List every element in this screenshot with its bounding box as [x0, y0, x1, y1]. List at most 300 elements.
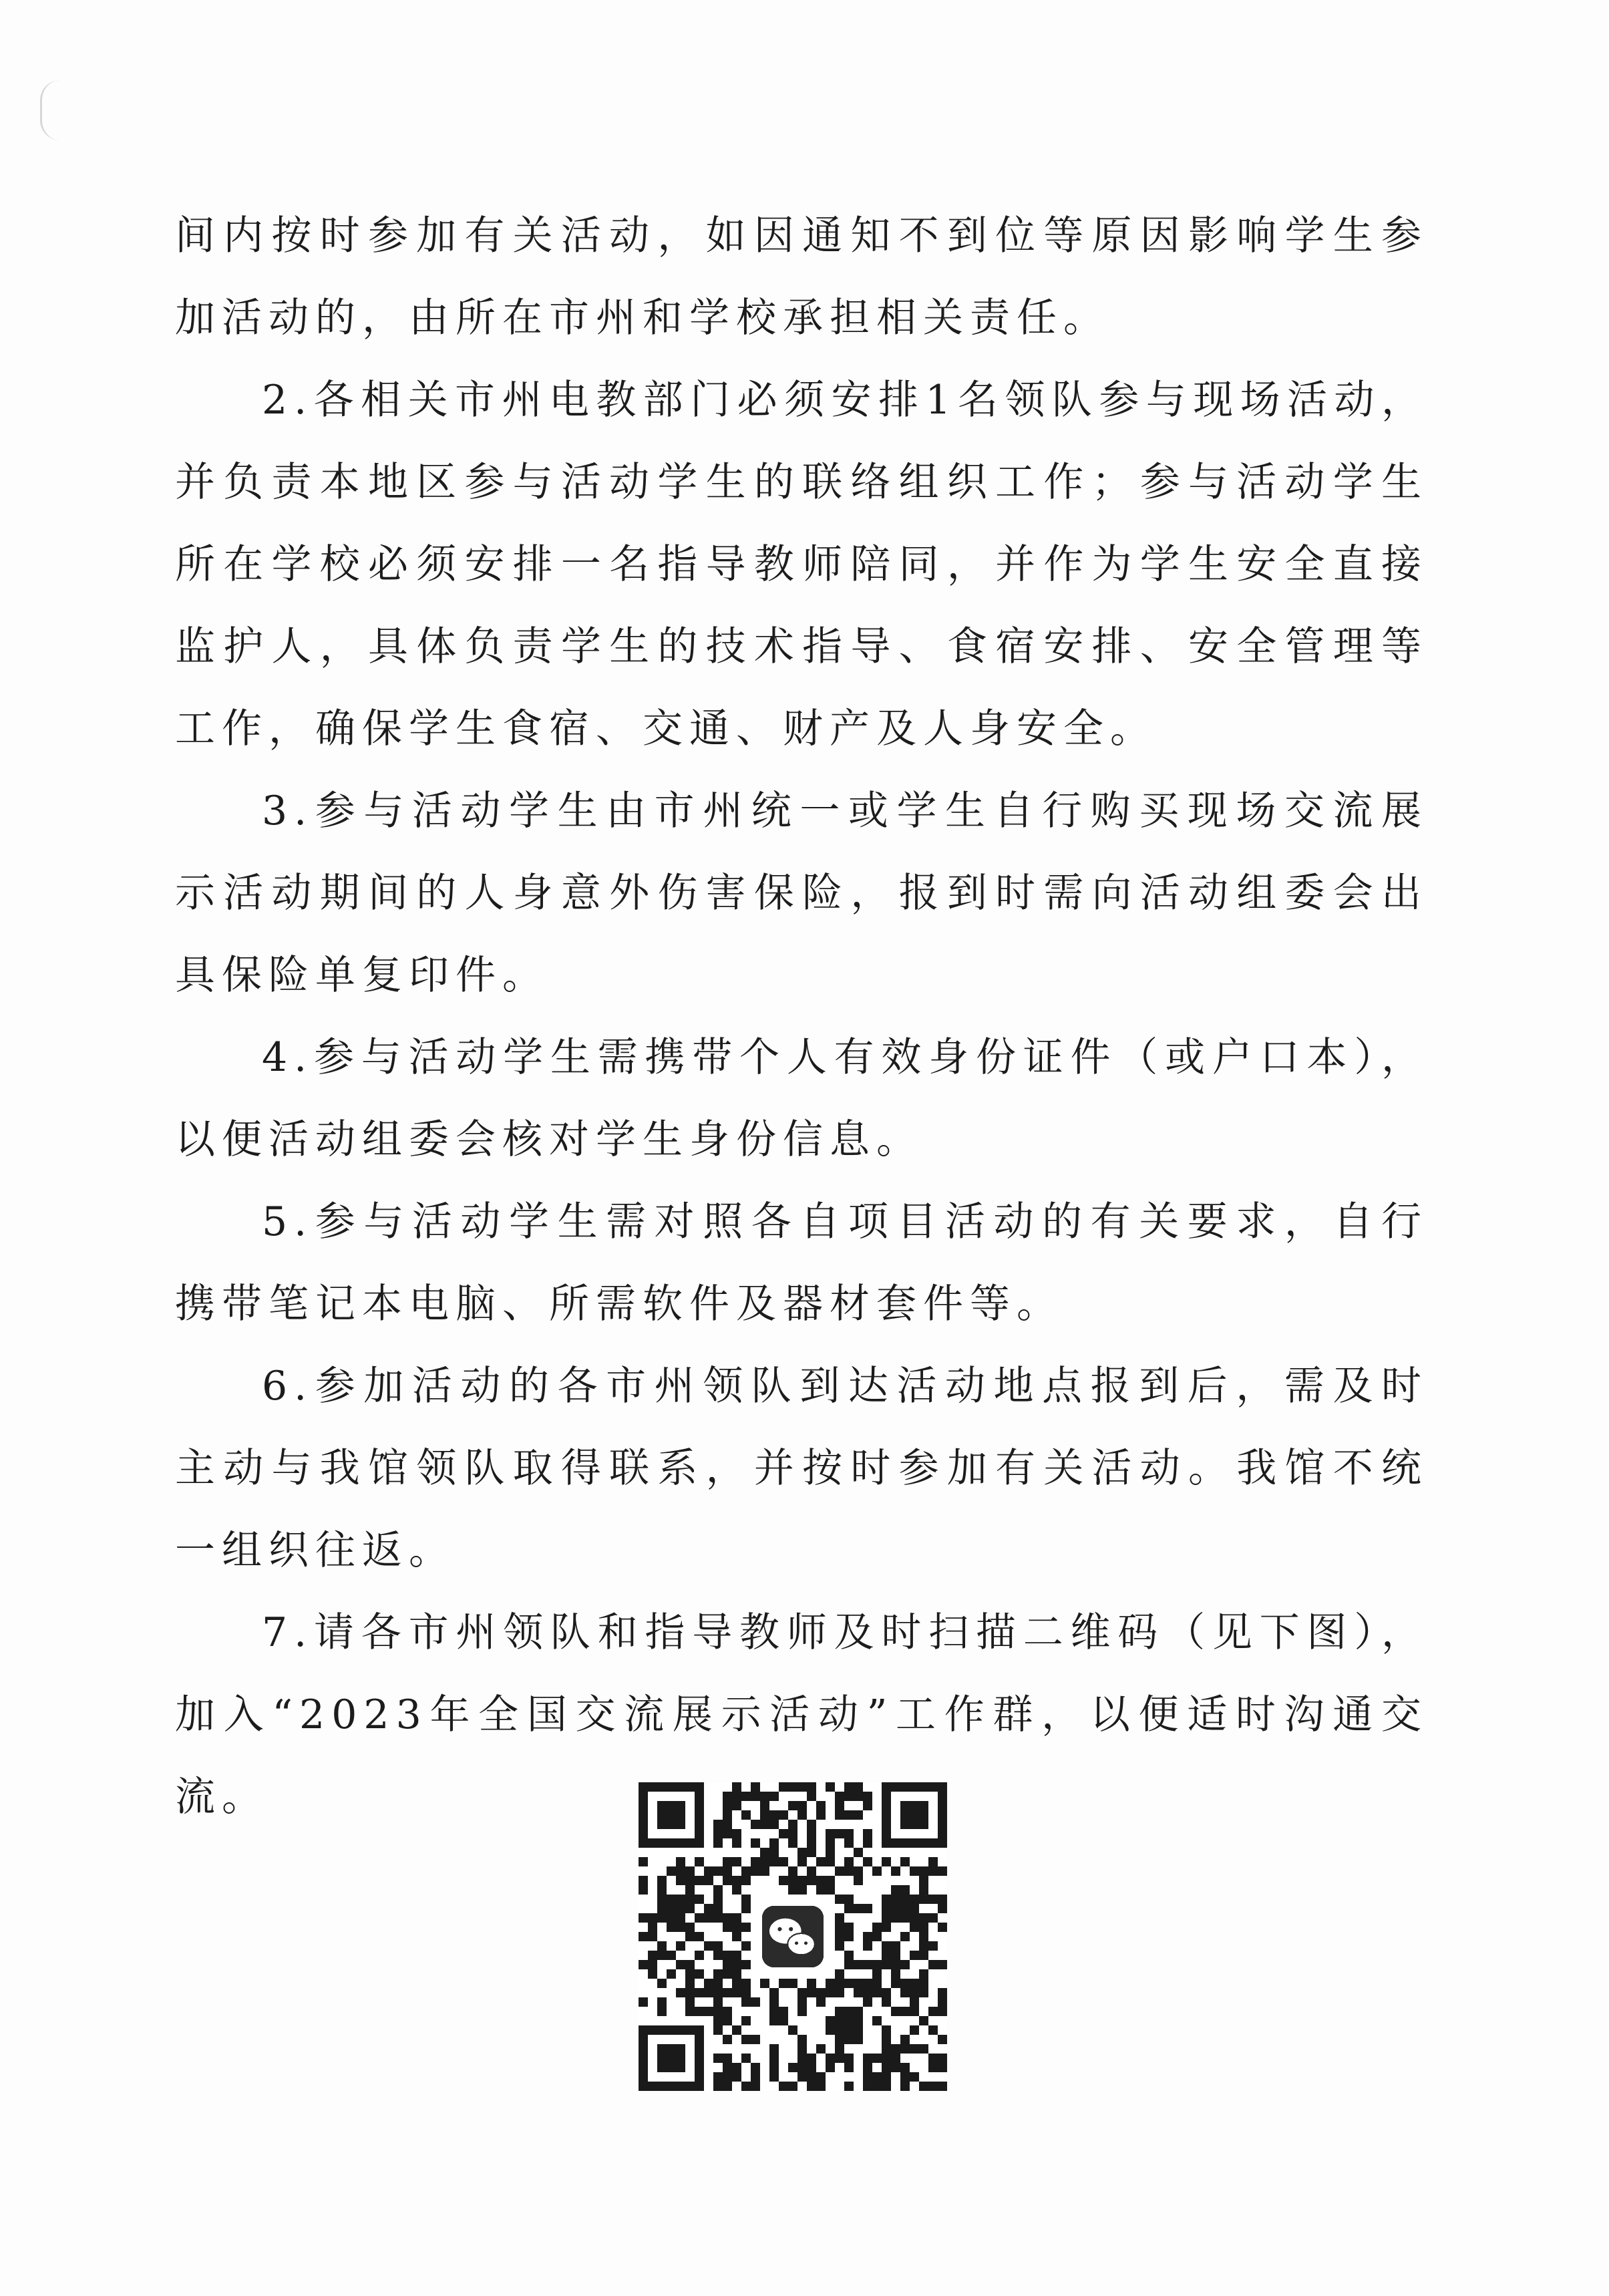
qr-module [713, 1997, 723, 2007]
qr-module [685, 1885, 695, 1895]
qr-module [882, 1904, 891, 1913]
qr-module [844, 2007, 854, 2016]
paragraph-item-7: 7.请各市州领队和指导教师及时扫描二维码（见下图），加入“2023年全国交流展示活动”工作群，以便适时沟通交流。 [175, 1609, 1428, 1820]
qr-module [751, 1820, 760, 1829]
qr-module [854, 1866, 863, 1876]
qr-module [835, 1979, 844, 1988]
qr-module [704, 1913, 713, 1923]
qr-module [826, 1885, 835, 1895]
qr-module [769, 1848, 779, 1857]
qr-module [639, 1857, 648, 1866]
qr-module [844, 1979, 854, 1988]
qr-module [713, 1895, 723, 1904]
qr-module [779, 2007, 788, 2016]
qr-module [723, 1820, 732, 1829]
qr-module [788, 1876, 797, 1885]
qr-module [657, 1876, 667, 1885]
qr-module [788, 1801, 797, 1810]
qr-module [900, 1904, 910, 1913]
qr-module [900, 1988, 910, 1997]
qr-module [713, 1838, 723, 1848]
qr-module [741, 1792, 751, 1801]
qr-module [928, 1913, 938, 1923]
qr-module [882, 2044, 891, 2054]
qr-module [826, 1857, 835, 1866]
qr-module [938, 1997, 947, 2007]
qr-module [732, 1923, 741, 1932]
qr-module [900, 1857, 910, 1866]
qr-module [863, 2072, 872, 2082]
qr-module [835, 1941, 844, 1951]
qr-module [835, 1932, 844, 1941]
qr-module [751, 1838, 760, 1848]
qr-module [854, 2025, 863, 2035]
qr-module [891, 1913, 900, 1923]
qr-module [788, 1829, 797, 1838]
qr-module [704, 1979, 713, 1988]
qr-module [797, 2035, 807, 2044]
qr-module [695, 1951, 704, 1960]
qr-module [807, 1866, 816, 1876]
qr-module [723, 1801, 732, 1810]
qr-module [732, 2025, 741, 2035]
qr-module [816, 1876, 826, 1885]
qr-module [723, 1829, 732, 1838]
qr-module [835, 2025, 844, 2035]
qr-module [797, 1810, 807, 1820]
qr-module [910, 1923, 919, 1932]
qr-module [863, 1838, 872, 1848]
qr-module [882, 2063, 891, 2072]
qr-module [844, 2054, 854, 2063]
qr-module [769, 1838, 779, 1848]
qr-module [938, 2082, 947, 2091]
qr-module [788, 1885, 797, 1895]
qr-module [732, 1885, 741, 1895]
paragraph-item-2: 2.各相关市州电教部门必须安排1名领队参与现场活动，并负责本地区参与活动学生的联络组织工作；参与活动学生所在学校必须安排一名指导教师陪同，并作为学生安全直接监护人，具体负责学生的技术指导、食宿安排、安全管理等工作，确保学生食宿、交通、财产及人身安全。 [175, 377, 1428, 752]
qr-module [657, 1904, 667, 1913]
qr-module [723, 1792, 732, 1801]
qr-module [695, 1895, 704, 1904]
qr-module [910, 1895, 919, 1904]
qr-code[interactable] [639, 1782, 947, 2091]
qr-module [844, 1960, 854, 1969]
qr-module [713, 1820, 723, 1829]
wechat-icon [756, 1900, 829, 1973]
qr-module [891, 1951, 900, 1960]
qr-module [676, 1941, 685, 1951]
qr-module [741, 2016, 751, 2025]
qr-module [928, 1866, 938, 1876]
qr-module [667, 1904, 676, 1913]
qr-module [713, 1904, 723, 1913]
qr-module [732, 2072, 741, 2082]
qr-module [844, 1792, 854, 1801]
qr-module [854, 1792, 863, 1801]
qr-module [760, 1810, 769, 1820]
qr-module [882, 1951, 891, 1960]
qr-module [695, 1913, 704, 1923]
qr-module [769, 1792, 779, 1801]
qr-module [807, 1876, 816, 1885]
qr-module [882, 1895, 891, 1904]
qr-module [676, 1876, 685, 1885]
qr-module [751, 1997, 760, 2007]
qr-module [826, 1829, 835, 1838]
qr-module [713, 2016, 723, 2025]
qr-module [854, 2007, 863, 2016]
qr-module [844, 1951, 854, 1960]
qr-module [732, 1829, 741, 1838]
qr-module [891, 1904, 900, 1913]
qr-module [928, 2054, 938, 2063]
qr-module [910, 1951, 919, 1960]
qr-module [854, 2035, 863, 2044]
qr-module [639, 1885, 648, 1895]
qr-module [882, 1997, 891, 2007]
qr-module [938, 2063, 947, 2072]
qr-module [751, 2035, 760, 2044]
qr-module [928, 2063, 938, 2072]
qr-module [938, 1866, 947, 1876]
qr-module [807, 2063, 816, 2072]
qr-module [854, 1960, 863, 1969]
qr-module [928, 1960, 938, 1969]
qr-module [844, 1857, 854, 1866]
qr-module [667, 1969, 676, 1979]
qr-module [844, 2025, 854, 2035]
qr-module [723, 2054, 732, 2063]
qr-module [863, 2063, 872, 2072]
qr-module [826, 1979, 835, 1988]
qr-module [938, 2035, 947, 2044]
qr-module [835, 1923, 844, 1932]
qr-module [844, 1838, 854, 1848]
qr-module [676, 1988, 685, 1997]
qr-module [788, 1866, 797, 1876]
qr-module [723, 1960, 732, 1969]
qr-module [891, 1941, 900, 1951]
qr-module [704, 1904, 713, 1913]
qr-module [657, 1895, 667, 1904]
qr-module [723, 2007, 732, 2016]
qr-module [704, 1941, 713, 1951]
qr-module [741, 1997, 751, 2007]
qr-module [826, 1876, 835, 1885]
qr-module [685, 1988, 695, 1997]
qr-module [863, 1979, 872, 1988]
qr-module [835, 1913, 844, 1923]
qr-module [844, 1932, 854, 1941]
qr-module [854, 1782, 863, 1792]
qr-module [863, 1960, 872, 1969]
qr-module [910, 2072, 919, 2082]
qr-module [938, 1895, 947, 1904]
qr-module [863, 1857, 872, 1866]
qr-module [928, 1895, 938, 1904]
qr-module [788, 1979, 797, 1988]
qr-module [713, 2025, 723, 2035]
qr-module [891, 1895, 900, 1904]
qr-module [872, 2072, 882, 2082]
qr-module [807, 1792, 816, 1801]
qr-module [807, 2054, 816, 2063]
qr-module [695, 1969, 704, 1979]
qr-module [854, 2016, 863, 2025]
qr-module [872, 2016, 882, 2025]
scan-artifact [40, 80, 69, 140]
qr-module [835, 2054, 844, 2063]
qr-module [900, 1895, 910, 1904]
qr-module [779, 1810, 788, 1820]
qr-module [639, 1913, 648, 1923]
qr-module [723, 2016, 732, 2025]
qr-module [769, 1820, 779, 1829]
qr-module [723, 1969, 732, 1979]
qr-module [732, 1913, 741, 1923]
qr-module [910, 1866, 919, 1876]
qr-module [835, 2035, 844, 2044]
qr-module [741, 2035, 751, 2044]
qr-module [816, 1885, 826, 1895]
qr-module [657, 1979, 667, 1988]
qr-module [769, 2007, 779, 2016]
qr-module [639, 1932, 648, 1941]
qr-module [882, 2072, 891, 2082]
qr-module [854, 1876, 863, 1885]
qr-module [760, 1979, 769, 1988]
qr-module [639, 1997, 648, 2007]
qr-module [667, 1895, 676, 1904]
qr-module [676, 1923, 685, 1932]
qr-module [760, 1857, 769, 1866]
qr-module [863, 1997, 872, 2007]
qr-module [816, 2044, 826, 2054]
qr-module [779, 1857, 788, 1866]
qr-module [760, 1866, 769, 1876]
document-body [175, 195, 1428, 1838]
qr-module [872, 1932, 882, 1941]
qr-module [797, 2063, 807, 2072]
qr-module [872, 2054, 882, 2063]
qr-module [844, 1904, 854, 1913]
qr-module [713, 1979, 723, 1988]
qr-module [713, 2082, 723, 2091]
qr-module [648, 1951, 657, 1960]
qr-module [769, 2054, 779, 2063]
qr-module [723, 1810, 732, 1820]
qr-module [919, 1866, 928, 1876]
qr-module [667, 1913, 676, 1923]
qr-module [844, 1829, 854, 1838]
qr-module [844, 2063, 854, 2072]
qr-module [769, 2044, 779, 2054]
qr-module [872, 1923, 882, 1932]
qr-module [797, 1988, 807, 1997]
qr-module [882, 1857, 891, 1866]
qr-module [788, 1820, 797, 1829]
qr-module [900, 2072, 910, 2082]
qr-module [872, 1979, 882, 1988]
qr-module [910, 2044, 919, 2054]
qr-module [732, 1792, 741, 1801]
qr-module [676, 1913, 685, 1923]
qr-module [713, 1913, 723, 1923]
qr-module [657, 1941, 667, 1951]
qr-module [685, 1960, 695, 1969]
qr-module [723, 1876, 732, 1885]
qr-module [807, 1820, 816, 1829]
qr-module [639, 1876, 648, 1885]
qr-module [900, 1913, 910, 1923]
qr-module [882, 2025, 891, 2035]
qr-module [704, 1876, 713, 1885]
qr-module [891, 1979, 900, 1988]
qr-module [685, 1969, 695, 1979]
qr-module [900, 1885, 910, 1895]
qr-module [732, 1838, 741, 1848]
paragraph-item-5: 5.参与活动学生需对照各自项目活动的有关要求，自行携带笔记本电脑、所需软件及器材套件等。 [175, 1198, 1428, 1327]
qr-module [751, 2063, 760, 2072]
qr-module [713, 2007, 723, 2016]
qr-module [676, 1857, 685, 1866]
qr-module [882, 2082, 891, 2091]
qr-module [919, 1941, 928, 1951]
qr-module [826, 1848, 835, 1857]
qr-module [807, 1829, 816, 1838]
qr-module [891, 2063, 900, 2072]
qr-module [676, 1960, 685, 1969]
qr-module [797, 2007, 807, 2016]
qr-module [797, 1885, 807, 1895]
qr-module [910, 2025, 919, 2035]
qr-module [928, 1857, 938, 1866]
qr-module [854, 1988, 863, 1997]
qr-module [648, 1932, 657, 1941]
qr-module [835, 2007, 844, 2016]
qr-module [891, 1885, 900, 1895]
qr-module [797, 1782, 807, 1792]
qr-module [732, 1932, 741, 1941]
qr-module [826, 2016, 835, 2025]
qr-module [882, 2035, 891, 2044]
qr-module [854, 1904, 863, 1913]
qr-module [741, 1979, 751, 1988]
qr-module [741, 1904, 751, 1913]
qr-module [713, 1866, 723, 1876]
qr-module [685, 1979, 695, 1988]
qr-module [788, 2082, 797, 2091]
qr-module [938, 1904, 947, 1913]
qr-module [919, 1951, 928, 1960]
qr-module [910, 1979, 919, 1988]
qr-module [788, 1838, 797, 1848]
qr-module [788, 2063, 797, 2072]
qr-module [732, 2063, 741, 2072]
qr-module [900, 2082, 910, 2091]
qr-module [713, 1951, 723, 1960]
qr-module [667, 1923, 676, 1932]
paragraph-item-6: 6.参加活动的各市州领队到达活动地点报到后，需及时主动与我馆领队取得联系，并按时参加有关活动。我馆不统一组织往返。 [175, 1363, 1428, 1574]
qr-module [769, 2016, 779, 2025]
qr-module [882, 1913, 891, 1923]
qr-module [797, 2072, 807, 2082]
qr-module [919, 1876, 928, 1885]
qr-module [685, 1895, 695, 1904]
qr-module [779, 1876, 788, 1885]
qr-module [928, 1941, 938, 1951]
qr-module [863, 1988, 872, 1997]
paragraph-item-3: 3.参与活动学生由市州统一或学生自行购买现场交流展示活动期间的人身意外伤害保险，报到时需向活动组委会出具保险单复印件。 [175, 788, 1428, 999]
qr-module [900, 1960, 910, 1969]
qr-module [891, 2007, 900, 2016]
qr-module [919, 2044, 928, 2054]
qr-module [723, 1913, 732, 1923]
qr-module [872, 1969, 882, 1979]
qr-module [779, 2082, 788, 2091]
qr-module [732, 1876, 741, 1885]
qr-module [872, 2082, 882, 2091]
qr-module [919, 1988, 928, 1997]
qr-module [826, 1838, 835, 1848]
qr-module [741, 2054, 751, 2063]
qr-module [685, 1876, 695, 1885]
qr-module [807, 1782, 816, 1792]
qr-module [863, 1932, 872, 1941]
qr-module [816, 1801, 826, 1810]
qr-module [760, 1792, 769, 1801]
qr-module [732, 1857, 741, 1866]
qr-module [723, 1866, 732, 1876]
qr-module [723, 1951, 732, 1960]
qr-module [741, 1866, 751, 1876]
qr-module [732, 1960, 741, 1969]
qr-module [835, 2044, 844, 2054]
qr-module [695, 2007, 704, 2016]
qr-module [900, 2035, 910, 2044]
qr-module [713, 1988, 723, 1997]
qr-module [872, 1988, 882, 1997]
qr-module [882, 1923, 891, 1932]
qr-module [919, 1979, 928, 1988]
qr-module [816, 1988, 826, 1997]
qr-module [807, 2072, 816, 2082]
qr-module [676, 1904, 685, 1913]
qr-module [751, 2072, 760, 2082]
qr-module [863, 1941, 872, 1951]
qr-module [835, 1792, 844, 1801]
qr-module [713, 1941, 723, 1951]
qr-module [807, 1838, 816, 1848]
qr-module [732, 1979, 741, 1988]
qr-module [685, 1923, 695, 1932]
qr-module [713, 1969, 723, 1979]
qr-module [713, 1885, 723, 1895]
qr-module [863, 1792, 872, 1801]
qr-module [816, 2082, 826, 2091]
qr-module [685, 1866, 695, 1876]
qr-module [919, 1923, 928, 1932]
qr-module [835, 2016, 844, 2025]
qr-module [835, 1810, 844, 1820]
qr-module [919, 1932, 928, 1941]
qr-code-image [639, 1782, 947, 2091]
qr-module [910, 1913, 919, 1923]
qr-module [891, 1969, 900, 1979]
qr-module [826, 2063, 835, 2072]
qr-module [676, 1866, 685, 1876]
qr-module [844, 1866, 854, 1876]
